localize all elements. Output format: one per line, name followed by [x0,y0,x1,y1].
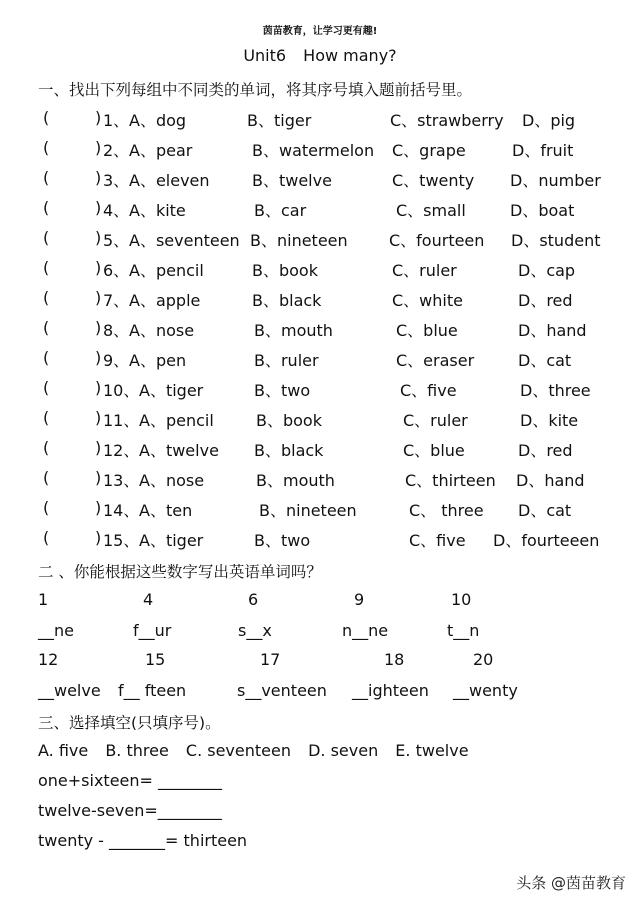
answer-paren-close: ) [95,408,102,427]
choice-c: C、white [392,291,463,310]
option-item: C. seventeen [185,741,291,760]
choice-b: B、black [252,291,322,310]
question-number: 9、 [103,351,130,370]
option-item: A. five [38,741,89,760]
word-blank: __ne [38,621,74,640]
answer-paren-open: ( [43,288,50,307]
choice-d: D、kite [520,411,579,430]
question-row [0,378,640,408]
choice-d: D、boat [510,201,575,220]
word-blank: __welve [38,681,101,700]
answer-paren-open: ( [43,348,50,367]
choice-b: B、nineteen [250,231,348,250]
choice-a: A、kite [129,201,186,220]
expression-2: twelve-seven=________ [38,801,222,820]
choice-c: C、blue [396,321,458,340]
number-cell: 1 [38,590,49,609]
question-row [0,258,640,288]
choice-d: D、red [518,291,573,310]
question-row [0,468,640,498]
word-row-2 [0,681,640,705]
choice-a: A、apple [129,291,201,310]
question-row [0,528,640,558]
question-row [0,108,640,138]
word-blank: n__ne [342,621,389,640]
answer-paren-close: ) [95,198,102,217]
word-blank: s__x [238,621,272,640]
question-row [0,408,640,438]
number-cell: 10 [451,590,472,609]
number-cell: 18 [384,650,405,669]
answer-paren-close: ) [95,468,102,487]
choice-c: C、thirteen [405,471,496,490]
choice-b: B、book [252,261,318,280]
question-row [0,438,640,468]
choice-c: C、twenty [392,171,475,190]
word-blank: __wenty [453,681,518,700]
number-cell: 17 [260,650,281,669]
choice-d: D、number [510,171,601,190]
number-cell: 6 [248,590,259,609]
word-blank: f__ fteen [118,681,187,700]
answer-paren-open: ( [43,138,50,157]
section1-title: 一、找出下列每组中不同类的单词，将其序号填入题前括号里。 [38,81,473,99]
answer-paren-open: ( [43,198,50,217]
question-row [0,348,640,378]
choice-a: A、pen [129,351,187,370]
option-item: E. twelve [395,741,469,760]
number-row-2 [0,650,640,674]
choice-b: B、tiger [247,111,312,130]
question-row [0,318,640,348]
choice-d: D、cap [518,261,576,280]
answer-paren-close: ) [95,498,102,517]
choice-a: A、eleven [129,171,210,190]
answer-paren-close: ) [95,108,102,127]
question-number: 15、 [103,531,140,550]
options-list [38,741,481,760]
answer-paren-close: ) [95,258,102,277]
question-number: 10、 [103,381,140,400]
choice-c: C、small [396,201,466,220]
watermark: 头条 @茵苗教育 [516,874,626,892]
expression-1: one+sixteen= ________ [38,771,223,790]
choice-a: A、pencil [139,411,214,430]
choice-b: B、mouth [254,321,333,340]
choice-b: B、two [254,381,311,400]
word-blank: __ighteen [352,681,429,700]
number-cell: 9 [354,590,365,609]
topic-label: How many? [303,46,397,65]
choice-a: A、ten [139,501,193,520]
choice-d: D、red [518,441,573,460]
choice-c: C、 three [409,501,484,520]
answer-paren-close: ) [95,138,102,157]
number-cell: 12 [38,650,59,669]
number-cell: 20 [473,650,494,669]
question-number: 13、 [103,471,140,490]
choice-b: B、black [254,441,324,460]
question-number: 14、 [103,501,140,520]
word-blank: t__n [447,621,480,640]
choice-d: D、fourteeen [493,531,600,550]
choice-d: D、cat [518,351,572,370]
question-row [0,498,640,528]
choice-c: C、blue [403,441,465,460]
question-number: 2、 [103,141,130,160]
choice-c: C、ruler [392,261,457,280]
answer-paren-open: ( [43,438,50,457]
answer-paren-open: ( [43,258,50,277]
question-row [0,168,640,198]
choice-d: D、cat [518,501,572,520]
choice-d: D、hand [516,471,585,490]
number-cell: 15 [145,650,166,669]
choice-b: B、two [254,531,311,550]
answer-paren-close: ) [95,528,102,547]
word-blank: f__ur [133,621,172,640]
choice-a: A、nose [129,321,195,340]
answer-paren-open: ( [43,318,50,337]
choice-a: A、pear [129,141,193,160]
page-title [0,46,640,65]
answer-paren-close: ) [95,288,102,307]
choice-c: C、strawberry [390,111,504,130]
choice-a: A、tiger [139,381,204,400]
question-number: 3、 [103,171,130,190]
option-item: D. seven [308,741,379,760]
choice-b: B、book [256,411,322,430]
section2-title: 二 、你能根据这些数字写出英语单词吗？ [38,563,322,581]
question-row [0,228,640,258]
section3-title: 三、选择填空(只填序号)。 [38,714,221,732]
question-number: 12、 [103,441,140,460]
number-row-1 [0,590,640,614]
choice-c: C、grape [392,141,466,160]
question-row [0,288,640,318]
choice-a: A、tiger [139,531,204,550]
choice-a: A、dog [129,111,187,130]
question-number: 8、 [103,321,130,340]
unit-label: Unit6 [243,46,287,65]
choice-a: A、nose [139,471,205,490]
answer-paren-close: ) [95,168,102,187]
choice-b: B、twelve [252,171,332,190]
answer-paren-close: ) [95,438,102,457]
choice-d: D、fruit [512,141,574,160]
answer-paren-close: ) [95,228,102,247]
choice-c: C、five [400,381,457,400]
question-number: 6、 [103,261,130,280]
answer-paren-close: ) [95,378,102,397]
choice-d: D、hand [518,321,587,340]
choice-d: D、student [511,231,601,250]
choice-c: C、ruler [403,411,468,430]
choice-c: C、fourteen [389,231,485,250]
word-row-1 [0,621,640,645]
choice-a: A、pencil [129,261,204,280]
choice-b: B、mouth [256,471,335,490]
answer-paren-open: ( [43,168,50,187]
answer-paren-open: ( [43,228,50,247]
answer-paren-open: ( [43,468,50,487]
question-number: 1、 [103,111,130,130]
option-item: B. three [105,741,169,760]
choice-c: C、eraser [396,351,475,370]
page-header: 茵苗教育，让学习更有趣! [262,26,378,37]
answer-paren-open: ( [43,108,50,127]
question-number: 7、 [103,291,130,310]
question-number: 5、 [103,231,130,250]
answer-paren-open: ( [43,498,50,517]
answer-paren-open: ( [43,408,50,427]
choice-d: D、three [520,381,591,400]
question-number: 4、 [103,201,130,220]
answer-paren-close: ) [95,318,102,337]
choice-c: C、five [409,531,466,550]
choice-b: B、nineteen [259,501,357,520]
answer-paren-open: ( [43,528,50,547]
number-cell: 4 [143,590,154,609]
word-blank: s__venteen [237,681,327,700]
question-row [0,138,640,168]
answer-paren-open: ( [43,378,50,397]
question-row [0,198,640,228]
choice-d: D、pig [522,111,576,130]
choice-b: B、ruler [254,351,319,370]
choice-a: A、seventeen [129,231,240,250]
expression-3: twenty - _______= thirteen [38,831,248,850]
choice-a: A、twelve [139,441,219,460]
choice-b: B、watermelon [252,141,375,160]
answer-paren-close: ) [95,348,102,367]
question-number: 11、 [103,411,140,430]
choice-b: B、car [254,201,307,220]
